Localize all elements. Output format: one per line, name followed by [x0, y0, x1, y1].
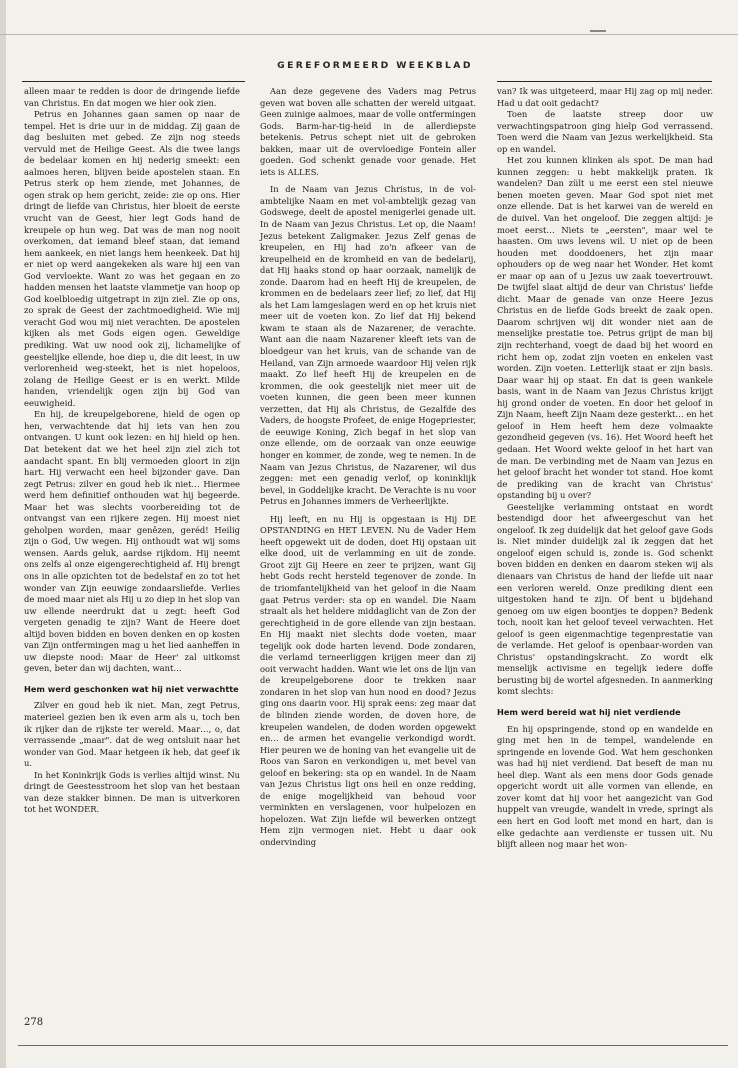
paragraph: Petrus en Johannes gaan samen op naar de tempel. Het is drie uur in de middag. Zij gaan de dag besluiten met gebed. Ze zijn nog steeds vervuld met de Heilige Geest. Als die twee langs de bedelaar komen en hij nederig smeekt: een aalmoes heren, blijven beide apostelen staan. En Petrus sterk op hem ziende, met Johannes, de ogen strak op hem gericht, zeide: zie op ons. Hier dringt de liefde van Christus, hier bloeit de eerste vrucht van de Geest, hier legt Gods hand de kreupele op hun weg. Dat was de man nog nooit overkomen, dat iemand bleef staan, dat iemand hem aankeek, en niet langs hem heenkeek. Dat hij er niet op werd aangekeken als ware hij een van God vervloekte. Want zo was het gegaan en zo hadden mensen het laatste vlammetje van hoop op God koelbloedig uitgetrapt in zijn ziel. Zie op ons, zo sprak de Geest der zachtmoedigheid. Wie mij veracht God wou mij niet verachten. De apostelen kijken als met Gods eigen ogen. Geweldige prediking. Wat uw nood ook zij, lichamelijke of geestelijke ellende, hoe diep u, die dit leest, in uw verlorenheid weg-steekt, het is niet hopeloos, zolang de Heilige Geest er is en werkt. Milde handen, vriendelijk ogen zijn bij God van eeuwigheid. [24, 109, 240, 408]
paragraph: Het zou kunnen klinken als spot. De man had kunnen zeggen: u hebt makkelijk praten. Ik wandelen? Dan zült u me eerst een stel nieuwe benen moeten geven. Maar God spot niet met onze ellende. Dat is het karwei van de wereld en de duivel. Van het ongeloof. Die zeggen altijd: je moet eerst… Niets te „eersten", maar wel te haasten. Om uws levens wil. U niet op de been houden met dooddoeners, het zijn maar ophouders op de weg naar het Wonder. Het komt er maar op aan of u Jezus uw zaak toevertrouwt. De twijfel slaat altijd de deur van Christus' liefde dicht. Maar de genade van onze Heere Jezus Christus en de liefde Gods breekt de zaak open. Daarom schrijven wij dit wonder niet aan de menselijke prestatie toe. Petrus grijpt de man bij zijn rechterhand, voegt de daad bij het woord en richt hem op, zodat zijn voeten en enkelen vast worden. Zijn voeten. Letterlijk staat er zijn basis. Daar waar hij op staat. En dat is geen wankele basis, want in de Naam van Jezus Christus krijgt hij grond onder de voeten. En door het geloof in Zijn Naam, heeft Zijn Naam deze gesterkt… en het geloof in Hem heeft hem deze volmaakte gezondheid gegeven (vs. 16). Het Woord heeft het gedaan. Het Woord wekte geloof in het hart van de man. De verbinding met de Naam van Jezus en het geloof bracht het wonder tot stand. Hoe komt de prediking van de kracht van Christus' opstanding bij u over? [497, 155, 713, 501]
paragraph: Zilver en goud heb ik niet. Man, zegt Petrus, materieel gezien ben ik even arm als u, toch ben ik rijker dan de rijkste ter wereld. Maar…, o, dat verrassende „maar". dat de weg ontsluit naar het wonder van God. Maar hetgeen ik heb, dat geef ik u. [24, 700, 240, 769]
column-2 [260, 86, 476, 849]
section-heading: Hem werd bereid wat hij niet verdiende [497, 706, 681, 717]
paragraph: In de Naam van Jezus Christus, in de vol-ambtelijke Naam en met vol-ambtelijk gezag van Godswege, deelt de apostel menigerlei genade uit. In de Naam van Jezus Christus. Let op, die Naam! Jezus betekent Zaligmaker. Jezus Zelf genas de kreupelen, en Hij had zo'n afkeer van de kreupelheid en de kromheid en van de bedelarij, dat Hij haaks stond op haar oorzaak, namelijk de zonde. Daarom had en heeft Hij de kreupelen, de krommen en de bedelaars zeer lief; zo lief, dat Hij als het Lam lamgeslagen werd en op het kruis niet meer uit de voeten kon. Zo lief dat Hij bekend kwam te staan als de Nazarener, de verachte. Want aan die naam Nazarener kleeft iets van de bloedgeur van het kruis, van de schande van de Heiland, van Zijn armoede waardoor Hij velen rijk maakt. Zo lief heeft Hij de kreupelen en de krommen, die ook geestelijk niet meer uit de voeten kunnen, die geen been meer kunnen verzetten, dat Hij als Christus, de Gezalfde des Vaders, de hoogste Profeet, de enige Hogepriester, de eeuwige Koning, Zich begaf in het slop van onze ellende, om de oorzaak van onze eeuwige honger en kommer, de zonde, weg te nemen. In de Naam van Jezus Christus, de Nazarener, wil dus zeggen: met een genadig verlof, op koninklijk bevel, in Goddelijke kracht. De Verachte is nu voor Petrus en Johannes immers de Verheerlijkte. [260, 184, 476, 507]
paragraph: Aan deze gegevene des Vaders mag Petrus geven wat boven alle schatten der wereld uitgaat. Geen zuinige aalmoes, maar de volle ontfermingen Gods. Barm-har-tig-heid in de allerdiepste betekenis. Petrus schept niet uit de gebroken bakken, maar uit de overvloedige Fontein aller goeden. God schenkt genade voor genade. Het iets is ALLES. [260, 86, 476, 177]
page-gutter-edge [0, 0, 6, 1068]
paragraph: Geestelijke verlamming ontstaat en wordt bestendigd door het afweergeschut van het ongeloof. Ik zeg duidelijk dat het geloof gave Gods is. Niet minder duidelijk zal ik zeggen dat het ongeloof eigen schuld is, zonde is. God schenkt boven bidden en denken en daarom steken wij als dienaars van Christus de hand der liefde uit naar een verloren wereld. Onze prediking dient een uitgestoken hand te zijn. Of bent u bijdehand genoeg om uw eigen boontjes te doppen? Bedenk toch, nooit kan het geloof teveel verwachten. Het geloof is geen eigenmachtige tegenprestatie van de verlamde. Het geloof is openbaar-worden van Christus' opstandingskracht. Zo wordt elk menselijk activisme en tegelijk iedere doffe berusting bij de wortel afgesneden. In aanmerking komt slechts: [497, 501, 713, 697]
paragraph: En hij opspringende, stond op en wandelde en ging met hen in de tempel, wandelende en springende en lovende God. Wat hem geschonken was had hij niet verdiend. Dat beseft de man nu heel diep. Want als een mens door Gods genade opgericht wordt uit alle vormen van ellende, en zover komt dat hij voor het aangezicht van God huppelt van vreugde, wandelt in vrede, springt als een hert en God looft met mond en hart, dan is elke gedachte aan verdienste er tussen uit. Nu blijft alleen nog maar het won- [497, 723, 713, 850]
column-1 [24, 86, 240, 816]
paragraph: En hij, de kreupelgeborene, hield de ogen op hen, verwachtende dat hij iets van hen zou ontvangen. U kunt ook lezen: en hij hield op hen. Dat betekent dat we het heel zijn ziel zich tot aandacht spant. En blij vermoeden gloort in zijn hart. Hij verwacht een heel bijzonder gave. Dan zegt Petrus: zilver en goud heb ik niet… Hiermee werd hem definitief onthouden wat hij begeerde. Maar het was slechts voorbereiding tot de ontvangst van een rijkere zegen. Hij moest niet geholpen worden, maar genêzen, geréd! Heilig zijn o God, Uw wegen. Hij onthoudt wat wij soms wensen. Aards geluk, aardse rijkdom. Hij neemt ons zelfs al onze eigengerechtigheid af. Hij brengt ons in alle opzichten tot de bedelstaf en zo tot het wonder van Zijn eeuwige zondaarsliefde. Verlies de moed maar niet als Hij u zo diep in het slop van uw ellende neerdrukt dat u zegt: heeft God vergeten genadig te zijn? Want de Heere doet altijd boven bidden en boven denken en op kosten van Zijn ontfermingen mag u het lied aanheffen in uw diepste nood: Maar de Heer' zal uitkomst geven, beter dan wij dachten, want… [24, 409, 240, 674]
header-rule-left [22, 81, 245, 82]
scan-mark [590, 30, 606, 32]
paragraph: Hij leeft, en nu Hij is opgestaan is Hij DE OPSTANDING en HET LEVEN. Nu de Vader Hem heeft opgewekt uit de doden, doet Hij opstaan uit elke dood, uit de verlamming en uit de zonde. Groot zijt Gij Heere en zeer te prijzen, want Gij hebt Gods recht hersteld tegenover de zonde. In de triomfantelijkheid van het geloof in die Naam gaat Petrus verder: sta op en wandel. Die Naam straalt als het heldere middaglicht van de Zon der gerechtigheid in de gore ellende van zijn bestaan. En Hij maakt niet slechts dode voeten, maar tegelijk ook dode harten levend. Dode zondaren, die verlamd terneerliggen krijgen meer dan zij ooit verwacht hadden. Want wie let ons de lijn van de kreupelgeborene door te trekken naar zondaren in het slop van hun nood en dood? Jezus ging ons daarin voor. Hij sprak eens: zeg maar dat de blinden ziende worden, de doven hore, de kreupelen wandelen, de doden worden opgewekt en… de armen het evangelie verkondigd wordt. Hier peuren we de honing van het evangelie uit de Roos van Saron en verkondigen u, met bevel van geloof en bekering: sta op en wandel. In de Naam van Jezus Christus ligt ons heil en onze redding, de enige mogelijkheid van behoud voor verminkten en verslagenen, voor hulpelozen en hopelozen. Wat Zijn liefde wil bewerken ontzegt Hem zijn vermogen niet. Hebt u daar ook ondervinding [260, 513, 476, 847]
header-rule-right [497, 81, 712, 82]
running-head: GEREFORMEERD WEEKBLAD [277, 60, 473, 71]
paragraph: alleen maar te redden is door de dringende liefde van Christus. En dat mogen we hier ook zien. [24, 86, 240, 108]
paragraph: van? Ik was uitgeteerd, maar Hij zag op mij neder. Had u dat ooit gedacht? [497, 86, 713, 108]
scan-top-edge [0, 34, 738, 35]
section-heading: Hem werd geschonken wat hij niet verwachtte [24, 683, 239, 694]
scan-bottom-edge [18, 1045, 728, 1046]
page-number: 278 [24, 1017, 44, 1028]
column-3 [497, 86, 713, 851]
paragraph: In het Koninkrijk Gods is verlies altijd winst. Nu dringt de Geestesstroom het slop van het bestaan van deze stakker binnen. De man is uitverkoren tot het WONDER. [24, 769, 240, 815]
paragraph: Toen de laatste streep door uw verwachtingspatroon ging hielp God verrassend. Toen werd die Naam van Jezus werkelijkheid. Sta op en wandel. [497, 109, 713, 154]
